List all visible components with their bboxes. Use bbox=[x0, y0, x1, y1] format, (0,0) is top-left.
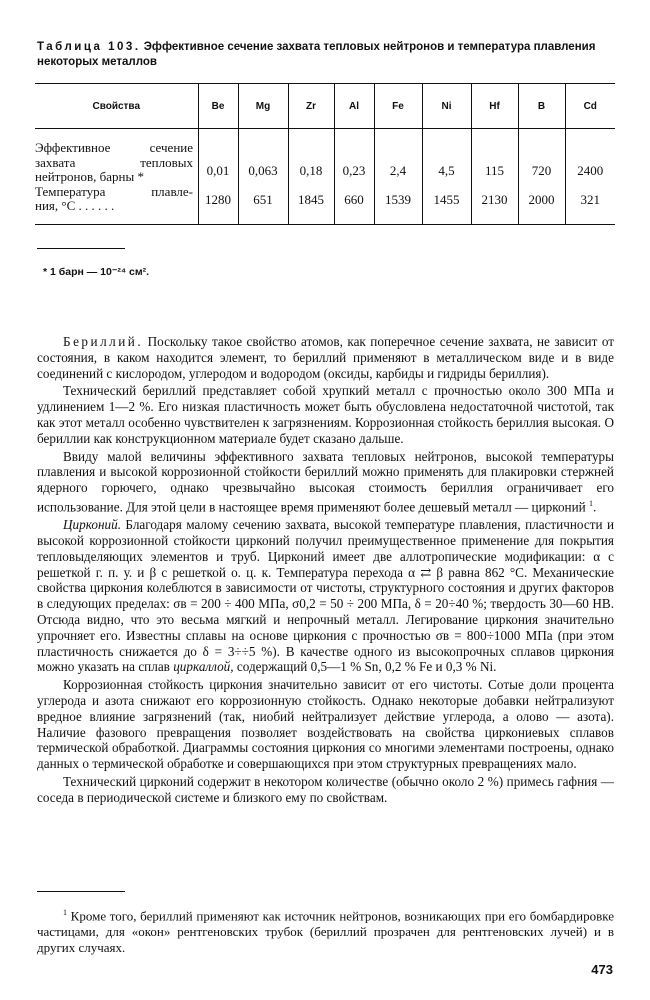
table-cell: 0,01 bbox=[198, 129, 238, 185]
table-note-rule bbox=[37, 248, 125, 249]
table-cell: 1455 bbox=[422, 185, 471, 225]
table-cell: 651 bbox=[238, 185, 288, 225]
row-name-line: захвата тепловых bbox=[35, 154, 193, 170]
header-metal: Mg bbox=[238, 84, 288, 129]
paragraph: Технический бериллий представляет собой хрупкий металл с прочностью около 300 МПа и удлинением 1—2 %. Его низкая пластичность может быть обусловлена недостаточной чистотой, так как этот металл особенно чувствителен к загрязнениям. Коррозионная стойкость бериллия высокая. О бериллии как конструкционном материале будет сказано дальше. bbox=[37, 383, 614, 446]
paragraph: Бериллий. Поскольку такое свойство атомов, как поперечное сечение захвата, не зависит от состояния, в каком находится элемент, то бериллий применяют в металлическом виде и в виде соединений с кислородом, углеродом и водородом (оксиды, карбиды и гидриды бериллия). bbox=[37, 334, 614, 381]
table-caption-label: Таблица 103. bbox=[37, 41, 141, 53]
table-row bbox=[35, 129, 615, 185]
header-properties: Свойства bbox=[35, 84, 198, 129]
footnote-text: Кроме того, бериллий применяют как источник нейтронов, возникающих при его бомбардировке частицами, для «окон» рентгеновских трубок (бериллий прозрачен для рентгеновских лучей) и в других случаях. bbox=[37, 908, 615, 956]
table-cell: 2,4 bbox=[374, 129, 422, 185]
table-cell: 2000 bbox=[518, 185, 565, 225]
row-name-line: нейтронов, барны * bbox=[35, 169, 144, 184]
header-metal: Al bbox=[334, 84, 374, 129]
table-cell: 0,23 bbox=[334, 129, 374, 185]
header-metal: Be bbox=[198, 84, 238, 129]
footnote-ref: 1 bbox=[589, 498, 594, 508]
footnote bbox=[37, 905, 614, 956]
table-cell: 2130 bbox=[471, 185, 518, 225]
paragraph: Цирконий. Благодаря малому сечению захвата, высокой температуре плавления, пластичности и высокой коррозионной стойкости цирконий получил преимущественное применение для покрытия тепловыделяющих элементов и труб. Цирконий имеет две аллотропические модификации: α с решеткой г. п. у. и β с решеткой о. ц. к. Температура перехода α ⇄ β равна 862 °C. Механические свойства циркония колеблются в зависимости от чистоты, структурного состояния и других факторов в следующих пределах: σв = 200 ÷ 400 МПа, σ0,2 = 50 ÷ 200 МПа, δ = 20÷40 %; твердость 30—60 HB. Отсюда видно, что это весьма мягкий и непрочный металл. Легирование циркония значительно упрочняет его. Известны сплавы на основе циркония с прочностью σв = 800÷1000 МПа (при этом пластичность снижается до δ = 3÷÷5 %). В качестве одного из высокопрочных сплавов циркония можно указать на сплав циркаллой, содержащий 0,5—1 % Sn, 0,2 % Fe и 0,3 % Ni. bbox=[37, 517, 614, 675]
table-note: * 1 барн — 10⁻²⁴ см². bbox=[43, 266, 150, 278]
header-metal: Fe bbox=[374, 84, 422, 129]
body-text bbox=[37, 334, 614, 808]
header-metal: Cd bbox=[565, 84, 615, 129]
table-cell: 115 bbox=[471, 129, 518, 185]
header-metal: Zr bbox=[288, 84, 334, 129]
row-name-cell bbox=[35, 185, 198, 225]
table-cell: 321 bbox=[565, 185, 615, 225]
table-row bbox=[35, 185, 615, 225]
footnote-mark: 1 bbox=[63, 908, 67, 917]
row-name-line: Эффективное сечение bbox=[35, 140, 193, 155]
row-name-line: ния, °C . . . . . . bbox=[35, 198, 115, 213]
table-cell: 4,5 bbox=[422, 129, 471, 185]
table-cell: 1280 bbox=[198, 185, 238, 225]
row-name-cell bbox=[35, 129, 198, 185]
table-cell: 720 bbox=[518, 129, 565, 185]
row-name-line: Температура плавле- bbox=[35, 183, 193, 199]
paragraph: Технический цирконий содержит в некотором количестве (обычно около 2 %) примесь гафния — соседа в периодической системе и близкого ему по свойствам. bbox=[37, 773, 614, 805]
table-cell: 2400 bbox=[565, 129, 615, 185]
table-cell: 1845 bbox=[288, 185, 334, 225]
header-metal: Hf bbox=[471, 84, 518, 129]
paragraph: Коррозионная стойкость циркония значительно зависит от его чистоты. Сотые доли процента углерода и азота снижают его коррозионную стойкость. Однако некоторые добавки нейтрализуют вредное влияние загрязнений (так, ниобий нейтрализует действие углерода, а олово — азота). Наличие фазового превращения позволяет воздействовать на свойства циркониевых сплавов термической обработкой. Диаграммы состояния циркония со многими элементами построены, однако данных о термической обработке и совершающихся при этом структурных превращениях мало. bbox=[37, 677, 614, 772]
table-cell: 0,18 bbox=[288, 129, 334, 185]
properties-table bbox=[35, 83, 615, 225]
table-cell: 0,063 bbox=[238, 129, 288, 185]
table-cell: 660 bbox=[334, 185, 374, 225]
footnote-rule bbox=[37, 891, 125, 892]
header-metal: Ni bbox=[422, 84, 471, 129]
header-metal: B bbox=[518, 84, 565, 129]
table-cell: 1539 bbox=[374, 185, 422, 225]
table-caption-title: Эффективное сечение захвата тепловых нейтронов и температура плавления некоторых металлов bbox=[37, 41, 596, 68]
page-number: 473 bbox=[591, 962, 613, 977]
paragraph: Ввиду малой величины эффективного захвата тепловых нейтронов, высокой температуры плавления и высокой коррозионной стойкости бериллий можно применять для плакировки стержней ядерного горючего, однако чрезвычайно высокая стоимость бериллия ограничивает его использование. Для этой цели в настоящее время применяют более дешевый металл — цирконий $^1$. bbox=[37, 448, 614, 515]
table-caption bbox=[37, 40, 617, 70]
